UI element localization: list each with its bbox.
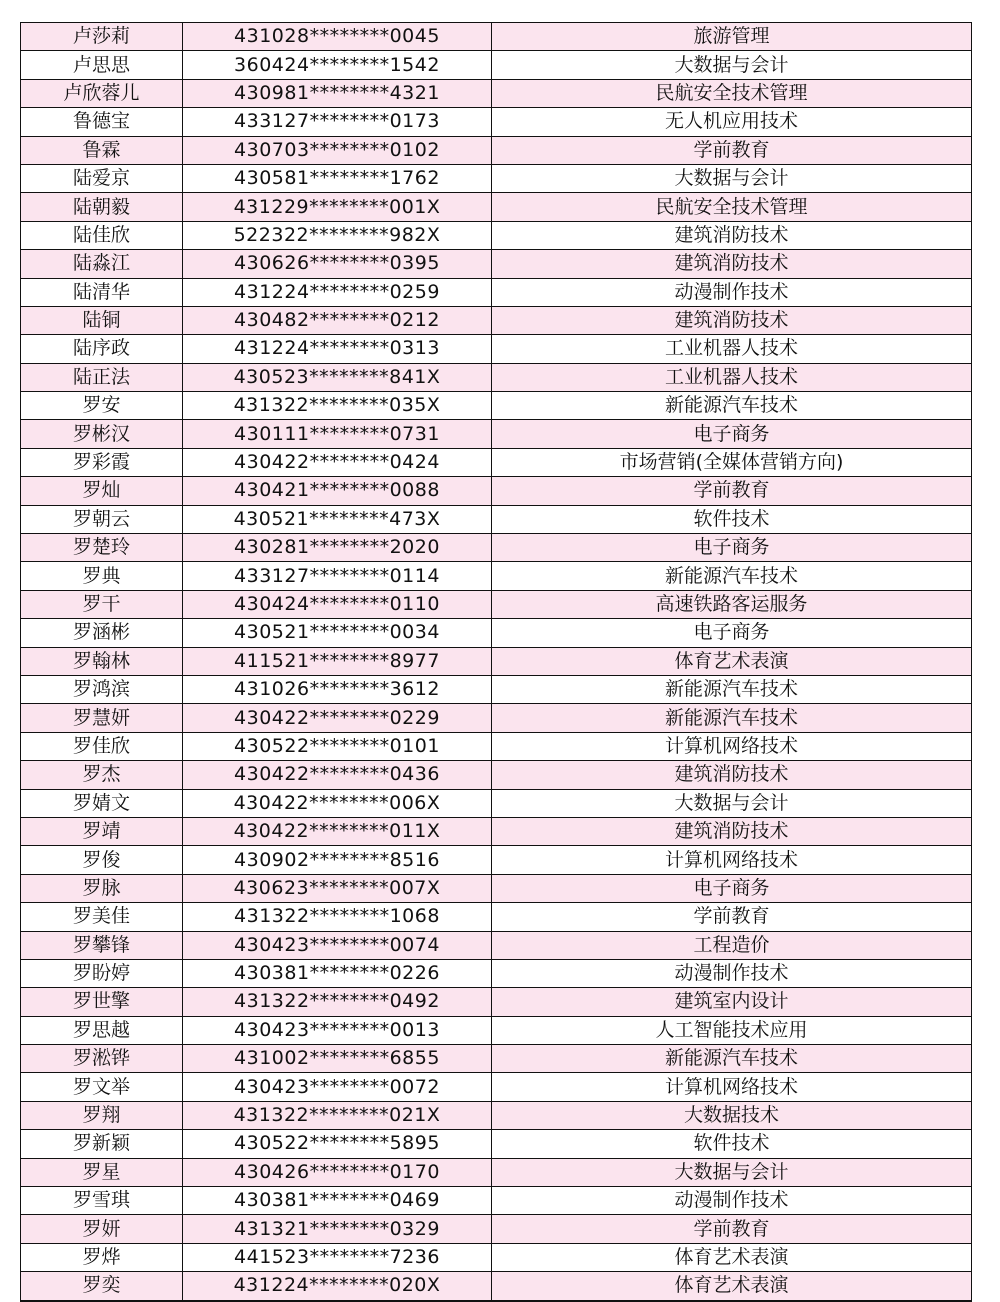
student-name-cell: 罗淞铧 — [21, 1045, 183, 1073]
major-cell: 学前教育 — [492, 477, 972, 505]
student-name-cell: 罗婧文 — [21, 789, 183, 817]
id-number-cell: 431322********021X — [183, 1101, 492, 1129]
table-row — [21, 505, 972, 533]
student-name-cell: 罗文举 — [21, 1073, 183, 1101]
id-number-cell: 431322********0492 — [183, 988, 492, 1016]
id-number-cell: 430522********5895 — [183, 1130, 492, 1158]
student-name-cell: 罗思越 — [21, 1016, 183, 1044]
id-number-cell: 430981********4321 — [183, 79, 492, 107]
table-row — [21, 903, 972, 931]
id-number-cell: 431224********020X — [183, 1272, 492, 1301]
table-row — [21, 619, 972, 647]
student-name-cell: 罗俊 — [21, 846, 183, 874]
table-row — [21, 164, 972, 192]
major-cell: 计算机网络技术 — [492, 732, 972, 760]
id-number-cell: 430423********0072 — [183, 1073, 492, 1101]
table-row — [21, 1073, 972, 1101]
id-number-cell: 441523********7236 — [183, 1243, 492, 1271]
major-cell: 新能源汽车技术 — [492, 675, 972, 703]
major-cell: 工业机器人技术 — [492, 363, 972, 391]
id-number-cell: 430381********0469 — [183, 1187, 492, 1215]
student-name-cell: 罗奕 — [21, 1272, 183, 1301]
id-number-cell: 430421********0088 — [183, 477, 492, 505]
table-row — [21, 704, 972, 732]
table-row — [21, 959, 972, 987]
table-row — [21, 647, 972, 675]
table-row — [21, 193, 972, 221]
id-number-cell: 430381********0226 — [183, 959, 492, 987]
id-number-cell: 433127********0114 — [183, 562, 492, 590]
id-number-cell: 430521********473X — [183, 505, 492, 533]
id-number-cell: 431322********035X — [183, 392, 492, 420]
major-cell: 体育艺术表演 — [492, 1272, 972, 1301]
student-name-cell: 罗妍 — [21, 1215, 183, 1243]
table-row — [21, 931, 972, 959]
student-name-cell: 陆铜 — [21, 306, 183, 334]
major-cell: 电子商务 — [492, 874, 972, 902]
major-cell: 高速铁路客运服务 — [492, 590, 972, 618]
table-row — [21, 846, 972, 874]
table-row — [21, 1130, 972, 1158]
id-number-cell: 431002********6855 — [183, 1045, 492, 1073]
id-number-cell: 430581********1762 — [183, 164, 492, 192]
major-cell: 电子商务 — [492, 420, 972, 448]
table-row — [21, 136, 972, 164]
major-cell: 软件技术 — [492, 505, 972, 533]
major-cell: 电子商务 — [492, 534, 972, 562]
major-cell: 新能源汽车技术 — [492, 392, 972, 420]
student-name-cell: 罗星 — [21, 1158, 183, 1186]
student-name-cell: 罗杰 — [21, 761, 183, 789]
student-name-cell: 陆序政 — [21, 335, 183, 363]
table-row — [21, 732, 972, 760]
student-name-cell: 罗典 — [21, 562, 183, 590]
student-name-cell: 陆清华 — [21, 278, 183, 306]
student-name-cell: 罗彬汉 — [21, 420, 183, 448]
student-name-cell: 罗涵彬 — [21, 619, 183, 647]
table-row — [21, 278, 972, 306]
table-row — [21, 108, 972, 136]
major-cell: 学前教育 — [492, 903, 972, 931]
table-row — [21, 590, 972, 618]
table-row — [21, 23, 972, 51]
id-number-cell: 430111********0731 — [183, 420, 492, 448]
id-number-cell: 431028********0045 — [183, 23, 492, 51]
table-row — [21, 1101, 972, 1129]
major-cell: 大数据与会计 — [492, 164, 972, 192]
student-name-cell: 罗新颖 — [21, 1130, 183, 1158]
student-name-cell: 罗盼婷 — [21, 959, 183, 987]
major-cell: 建筑室内设计 — [492, 988, 972, 1016]
student-name-cell: 鲁德宝 — [21, 108, 183, 136]
major-cell: 学前教育 — [492, 1215, 972, 1243]
table-row — [21, 1272, 972, 1301]
major-cell: 新能源汽车技术 — [492, 704, 972, 732]
student-name-cell: 罗慧妍 — [21, 704, 183, 732]
id-number-cell: 430482********0212 — [183, 306, 492, 334]
id-number-cell: 431026********3612 — [183, 675, 492, 703]
student-name-cell: 罗美佳 — [21, 903, 183, 931]
table-row — [21, 1016, 972, 1044]
major-cell: 民航安全技术管理 — [492, 79, 972, 107]
roster-body — [21, 23, 972, 1301]
student-name-cell: 陆朝毅 — [21, 193, 183, 221]
id-number-cell: 430522********0101 — [183, 732, 492, 760]
major-cell: 工业机器人技术 — [492, 335, 972, 363]
table-row — [21, 1045, 972, 1073]
major-cell: 学前教育 — [492, 136, 972, 164]
student-name-cell: 陆淼江 — [21, 250, 183, 278]
id-number-cell: 430422********0436 — [183, 761, 492, 789]
major-cell: 建筑消防技术 — [492, 761, 972, 789]
table-row — [21, 761, 972, 789]
table-row — [21, 335, 972, 363]
id-number-cell: 430521********0034 — [183, 619, 492, 647]
id-number-cell: 430422********006X — [183, 789, 492, 817]
table-row — [21, 306, 972, 334]
table-row — [21, 1243, 972, 1271]
id-number-cell: 430902********8516 — [183, 846, 492, 874]
major-cell: 计算机网络技术 — [492, 1073, 972, 1101]
table-row — [21, 363, 972, 391]
table-row — [21, 874, 972, 902]
id-number-cell: 430703********0102 — [183, 136, 492, 164]
major-cell: 动漫制作技术 — [492, 278, 972, 306]
table-row — [21, 221, 972, 249]
major-cell: 体育艺术表演 — [492, 647, 972, 675]
student-name-cell: 罗佳欣 — [21, 732, 183, 760]
id-number-cell: 431224********0313 — [183, 335, 492, 363]
student-name-cell: 罗灿 — [21, 477, 183, 505]
student-name-cell: 罗烨 — [21, 1243, 183, 1271]
table-row — [21, 420, 972, 448]
student-name-cell: 罗世擎 — [21, 988, 183, 1016]
major-cell: 动漫制作技术 — [492, 959, 972, 987]
id-number-cell: 411521********8977 — [183, 647, 492, 675]
id-number-cell: 430281********2020 — [183, 534, 492, 562]
major-cell: 市场营销(全媒体营销方向) — [492, 448, 972, 476]
major-cell: 建筑消防技术 — [492, 250, 972, 278]
major-cell: 体育艺术表演 — [492, 1243, 972, 1271]
student-roster-table — [20, 22, 972, 1302]
table-row — [21, 448, 972, 476]
major-cell: 动漫制作技术 — [492, 1187, 972, 1215]
major-cell: 大数据与会计 — [492, 789, 972, 817]
id-number-cell: 430426********0170 — [183, 1158, 492, 1186]
id-number-cell: 431322********1068 — [183, 903, 492, 931]
id-number-cell: 522322********982X — [183, 221, 492, 249]
student-name-cell: 罗靖 — [21, 817, 183, 845]
table-row — [21, 988, 972, 1016]
student-name-cell: 鲁霖 — [21, 136, 183, 164]
id-number-cell: 430423********0013 — [183, 1016, 492, 1044]
major-cell: 软件技术 — [492, 1130, 972, 1158]
table-row — [21, 79, 972, 107]
major-cell: 大数据与会计 — [492, 1158, 972, 1186]
id-number-cell: 430422********011X — [183, 817, 492, 845]
student-name-cell: 卢思思 — [21, 51, 183, 79]
id-number-cell: 430422********0424 — [183, 448, 492, 476]
major-cell: 工程造价 — [492, 931, 972, 959]
major-cell: 旅游管理 — [492, 23, 972, 51]
student-name-cell: 罗彩霞 — [21, 448, 183, 476]
id-number-cell: 431224********0259 — [183, 278, 492, 306]
student-name-cell: 陆正法 — [21, 363, 183, 391]
id-number-cell: 360424********1542 — [183, 51, 492, 79]
major-cell: 人工智能技术应用 — [492, 1016, 972, 1044]
major-cell: 民航安全技术管理 — [492, 193, 972, 221]
major-cell: 建筑消防技术 — [492, 817, 972, 845]
id-number-cell: 430424********0110 — [183, 590, 492, 618]
student-name-cell: 陆爱京 — [21, 164, 183, 192]
table-row — [21, 51, 972, 79]
table-row — [21, 817, 972, 845]
table-row — [21, 1215, 972, 1243]
id-number-cell: 430623********007X — [183, 874, 492, 902]
major-cell: 新能源汽车技术 — [492, 562, 972, 590]
table-row — [21, 250, 972, 278]
major-cell: 电子商务 — [492, 619, 972, 647]
major-cell: 计算机网络技术 — [492, 846, 972, 874]
table-row — [21, 1187, 972, 1215]
id-number-cell: 430423********0074 — [183, 931, 492, 959]
id-number-cell: 431229********001X — [183, 193, 492, 221]
table-row — [21, 534, 972, 562]
table-row — [21, 1158, 972, 1186]
student-name-cell: 卢欣蓉儿 — [21, 79, 183, 107]
student-name-cell: 罗朝云 — [21, 505, 183, 533]
major-cell: 新能源汽车技术 — [492, 1045, 972, 1073]
student-name-cell: 罗攀锋 — [21, 931, 183, 959]
student-name-cell: 罗翰林 — [21, 647, 183, 675]
id-number-cell: 430523********841X — [183, 363, 492, 391]
student-name-cell: 罗雪琪 — [21, 1187, 183, 1215]
id-number-cell: 433127********0173 — [183, 108, 492, 136]
table-row — [21, 675, 972, 703]
student-name-cell: 卢莎莉 — [21, 23, 183, 51]
student-name-cell: 陆佳欣 — [21, 221, 183, 249]
student-name-cell: 罗楚玲 — [21, 534, 183, 562]
major-cell: 建筑消防技术 — [492, 306, 972, 334]
student-name-cell: 罗安 — [21, 392, 183, 420]
id-number-cell: 431321********0329 — [183, 1215, 492, 1243]
student-name-cell: 罗脉 — [21, 874, 183, 902]
id-number-cell: 430626********0395 — [183, 250, 492, 278]
table-row — [21, 562, 972, 590]
student-name-cell: 罗干 — [21, 590, 183, 618]
table-row — [21, 789, 972, 817]
major-cell: 大数据与会计 — [492, 51, 972, 79]
student-name-cell: 罗鸿滨 — [21, 675, 183, 703]
table-row — [21, 477, 972, 505]
major-cell: 大数据技术 — [492, 1101, 972, 1129]
id-number-cell: 430422********0229 — [183, 704, 492, 732]
major-cell: 无人机应用技术 — [492, 108, 972, 136]
student-name-cell: 罗翔 — [21, 1101, 183, 1129]
major-cell: 建筑消防技术 — [492, 221, 972, 249]
table-row — [21, 392, 972, 420]
